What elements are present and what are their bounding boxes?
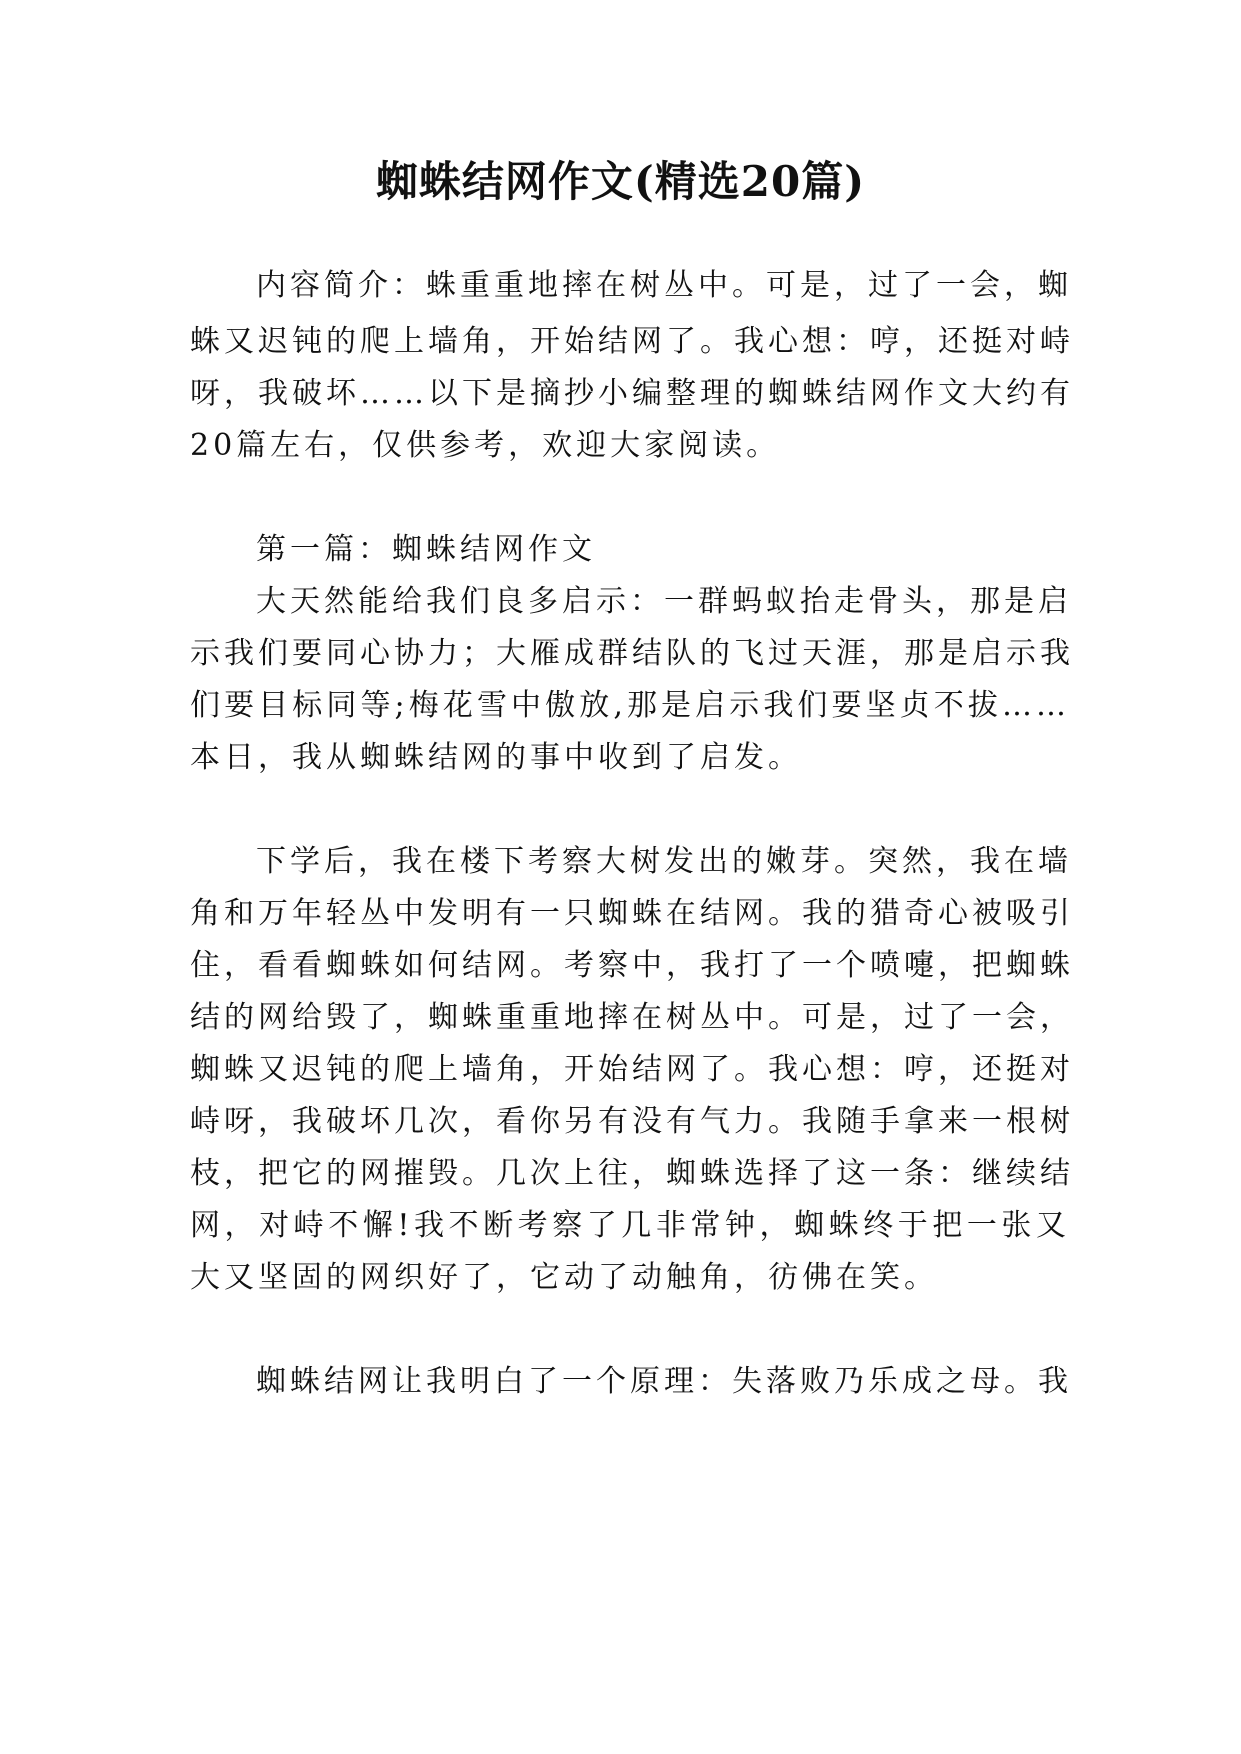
paragraph-line: 峙呀，我破坏几次，看你另有没有气力。我随手拿来一根树 bbox=[190, 1104, 1074, 1139]
paragraph-line: 蜘蛛又迟钝的爬上墙角，开始结网了。我心想：哼，还挺对 bbox=[190, 1052, 1074, 1087]
intro-line: 20篇左右，仅供参考，欢迎大家阅读。 bbox=[190, 428, 781, 463]
page-title: 蜘蛛结网作文(精选20篇) bbox=[375, 157, 866, 206]
intro-line: 内容简介：蛛重重地摔在树丛中。可是，过了一会，蜘 bbox=[256, 268, 1072, 303]
intro-line: 呀，我破坏……以下是摘抄小编整理的蜘蛛结网作文大约有 bbox=[190, 376, 1074, 411]
paragraph-line: 示我们要同心协力；大雁成群结队的飞过天涯，那是启示我 bbox=[190, 636, 1074, 671]
paragraph-line: 网，对峙不懈!我不断考察了几非常钟，蜘蛛终于把一张又 bbox=[190, 1208, 1070, 1243]
intro-line: 蛛又迟钝的爬上墙角，开始结网了。我心想：哼，还挺对峙 bbox=[190, 324, 1074, 359]
paragraph-line: 下学后，我在楼下考察大树发出的嫩芽。突然，我在墙 bbox=[256, 844, 1072, 879]
section-heading: 第一篇：蜘蛛结网作文 bbox=[256, 532, 596, 567]
paragraph-line: 大又坚固的网织好了，它动了动触角，彷佛在笑。 bbox=[190, 1260, 938, 1295]
paragraph-line: 们要目标同等;梅花雪中傲放,那是启示我们要坚贞不拔…… bbox=[190, 688, 1070, 723]
paragraph-line: 蜘蛛结网让我明白了一个原理：失落败乃乐成之母。我 bbox=[256, 1364, 1072, 1399]
paragraph-line: 角和万年轻丛中发明有一只蜘蛛在结网。我的猎奇心被吸引 bbox=[190, 896, 1074, 931]
paragraph-line: 本日，我从蜘蛛结网的事中收到了启发。 bbox=[190, 740, 802, 775]
paragraph-line: 枝，把它的网摧毁。几次上往，蜘蛛选择了这一条：继续结 bbox=[190, 1156, 1074, 1191]
paragraph-line: 住，看看蜘蛛如何结网。考察中，我打了一个喷嚏，把蜘蛛 bbox=[190, 948, 1074, 983]
paragraph-line: 结的网给毁了，蜘蛛重重地摔在树丛中。可是，过了一会， bbox=[190, 1000, 1074, 1035]
paragraph-line: 大天然能给我们良多启示：一群蚂蚁抬走骨头，那是启 bbox=[256, 584, 1072, 619]
